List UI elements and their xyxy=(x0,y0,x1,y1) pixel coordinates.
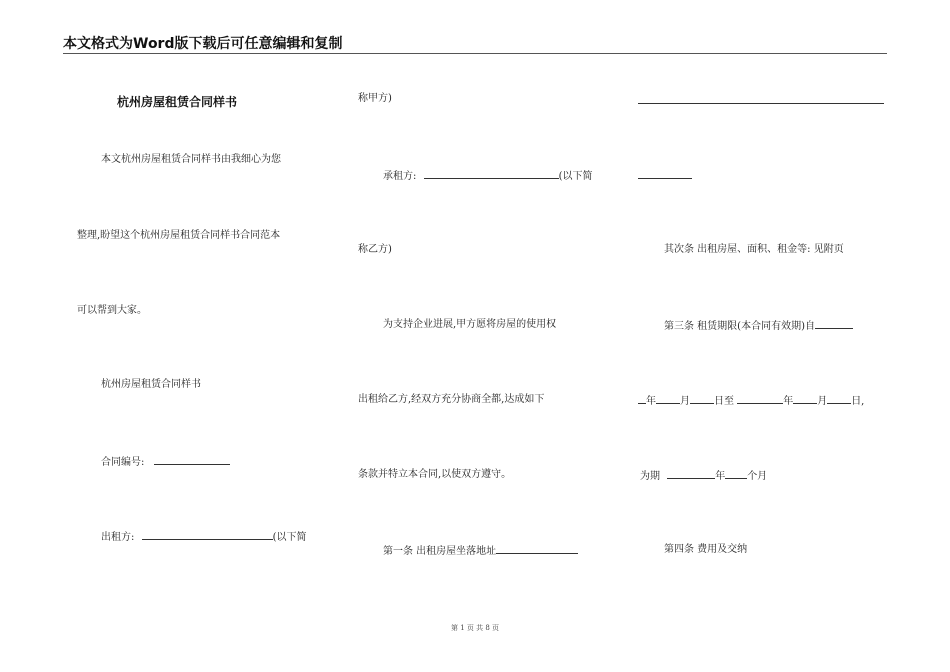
address-continuation-short-line xyxy=(638,178,692,179)
start-day-label: 日至 xyxy=(714,396,734,407)
lessee-row xyxy=(383,168,592,184)
lessee-blank xyxy=(424,168,559,179)
lessor-blank xyxy=(142,529,273,540)
duration-prefix: 为期 xyxy=(640,471,660,482)
end-month-label: 月 xyxy=(817,396,828,407)
duration-row xyxy=(640,468,767,484)
start-year-blank xyxy=(815,318,853,329)
lessor-row xyxy=(101,529,306,545)
article-1: 第一条 出租房屋坐落地址 xyxy=(383,546,497,557)
col2-line-1: 称甲方) xyxy=(358,93,392,104)
address-blank xyxy=(496,543,578,554)
end-day-label: 日, xyxy=(851,396,865,407)
article-1-row xyxy=(383,543,578,559)
lessor-label: 出租方: xyxy=(101,532,135,543)
para-line-3: 条款并特立本合同,以使双方遵守。 xyxy=(358,469,512,480)
col2-line-3: 称乙方) xyxy=(358,244,392,255)
intro-line-3: 可以帮到大家。 xyxy=(77,305,147,316)
start-month-blank xyxy=(656,393,680,404)
start-year-label: 年 xyxy=(646,396,656,407)
page-header xyxy=(63,33,887,54)
address-continuation-line xyxy=(638,103,884,104)
lessor-suffix: (以下简 xyxy=(272,532,307,543)
lessee-suffix: (以下简 xyxy=(558,171,593,182)
duration-year-blank xyxy=(667,468,715,479)
term-dates-row xyxy=(638,393,864,409)
article-4: 第四条 费用及交纳 xyxy=(664,544,748,555)
page-footer: 第 1 页 共 8 页 xyxy=(450,624,500,632)
header-text: 本文格式为Word版下载后可任意编辑和复制 xyxy=(63,36,343,52)
subtitle: 杭州房屋租赁合同样书 xyxy=(101,379,201,390)
duration-month-label: 个月 xyxy=(747,471,768,482)
start-day-blank xyxy=(690,393,714,404)
intro-line-1: 本文杭州房屋租赁合同样书由我细心为您 xyxy=(101,154,281,165)
para-line-1: 为支持企业进展,甲方愿将房屋的使用权 xyxy=(383,319,557,330)
lessee-label: 承租方: xyxy=(383,171,417,182)
article-2: 其次条 出租房屋、面积、租金等: 见附页 xyxy=(664,244,844,255)
end-year-blank xyxy=(737,393,783,404)
contract-number-blank xyxy=(154,454,230,465)
contract-number-row xyxy=(101,454,230,470)
para-line-2: 出租给乙方,经双方充分协商全都,达成如下 xyxy=(358,394,545,405)
document-title: 杭州房屋租赁合同样书 xyxy=(117,95,238,109)
contract-number-label: 合同编号: xyxy=(101,457,145,468)
duration-year-label: 年 xyxy=(715,471,726,482)
duration-month-blank xyxy=(725,468,747,479)
start-month-label: 月 xyxy=(680,396,690,407)
article-3-row xyxy=(664,318,853,334)
start-year-blank-cont xyxy=(638,393,646,404)
end-year-label: 年 xyxy=(783,396,794,407)
intro-line-2: 整理,盼望这个杭州房屋租赁合同样书合同范本 xyxy=(77,230,281,241)
end-day-blank xyxy=(827,393,851,404)
end-month-blank xyxy=(793,393,817,404)
article-3: 第三条 租赁期限(本合同有效期)自 xyxy=(664,321,815,332)
